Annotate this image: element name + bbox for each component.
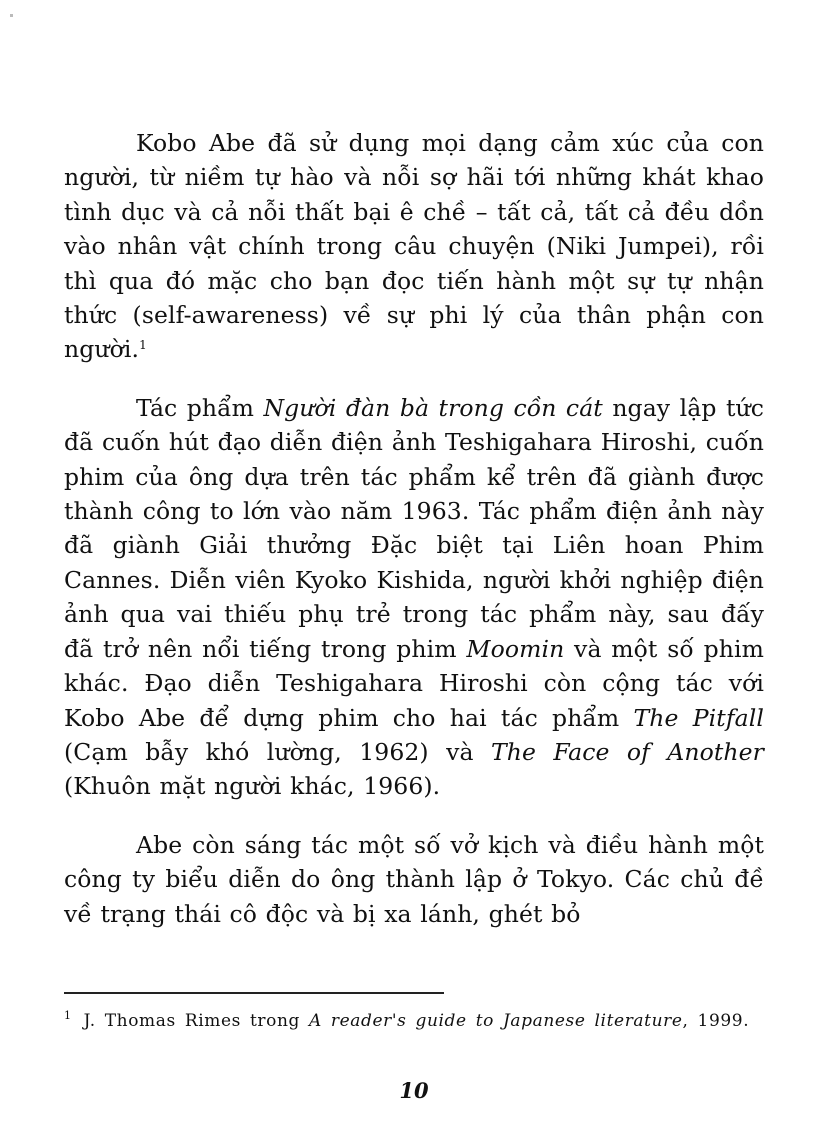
- footnote-text-end: , 1999.: [682, 1011, 750, 1031]
- paragraph-2-text-part3: và một số phim khác. Đạo diễn Teshigahara Hiroshi còn cộng tác với Kobo Abe để dựng phim cho hai tác phẩm: [64, 634, 764, 732]
- footnote-reference[interactable]: 1: [139, 338, 147, 353]
- page-number: 10: [399, 1078, 429, 1103]
- film-title-the-pitfall: The Pitfall: [633, 703, 764, 732]
- footnote-book-title: A reader's guide to Japanese literature: [309, 1011, 683, 1031]
- footnote: [64, 1008, 764, 1034]
- paragraph-2-text-start: Tác phẩm: [136, 393, 264, 422]
- paragraph-3-text: Abe còn sáng tác một số vở kịch và điều hành một công ty biểu diễn do ông thành lập ở Tokyo. Các chủ đề về trạng thái cô độc và bị xa lánh, ghét bỏ: [64, 830, 764, 928]
- film-title-moomin: Moomin: [466, 634, 565, 663]
- film-title-face-of-another: The Face of Another: [490, 737, 764, 766]
- scan-artifact-mark: [10, 14, 13, 17]
- paragraph-2-text-end: (Khuôn mặt người khác, 1966).: [64, 772, 441, 801]
- book-title-nguoi-dan-ba: Người đàn bà trong cồn cát: [263, 393, 603, 422]
- paragraph-2-text-part2: ngay lập tức đã cuốn hút đạo diễn điện ảnh Teshigahara Hiroshi, cuốn phim của ông dựa trên tác phẩm kể trên đã giành được thành công to lớn vào năm 1963. Tác phẩm điện ảnh này đã giành Giải thưởng Đặc biệt tại Liên hoan Phim Cannes. Diễn viên Kyoko Kishida, người khởi nghiệp điện ảnh qua vai thiếu phụ trẻ trong tác phẩm này, sau đấy đã trở nên nổi tiếng trong phim: [64, 393, 765, 663]
- page-body: [64, 126, 764, 931]
- footnote-number: 1: [64, 1009, 72, 1022]
- paragraph-1-text: Kobo Abe đã sử dụng mọi dạng cảm xúc của con người, từ niềm tự hào và nỗi sợ hãi tới những khát khao tình dục và cả nỗi thất bại ê chề – tất cả, tất cả đều dồn vào nhân vật chính trong câu chuyện (Niki Jumpei), rồi thì qua đó mặc cho bạn đọc tiến hành một sự tự nhận thức (self-awareness) về sự phi lý của thân phận con người.: [64, 129, 764, 364]
- paragraph-1: [64, 126, 764, 367]
- paragraph-3: [64, 828, 764, 931]
- footnote-text-start: J. Thomas Rimes trong: [83, 1011, 309, 1031]
- footnote-divider: [64, 992, 444, 994]
- paragraph-2: [64, 391, 764, 804]
- paragraph-2-text-part4: (Cạm bẫy khó lường, 1962) và: [64, 737, 491, 766]
